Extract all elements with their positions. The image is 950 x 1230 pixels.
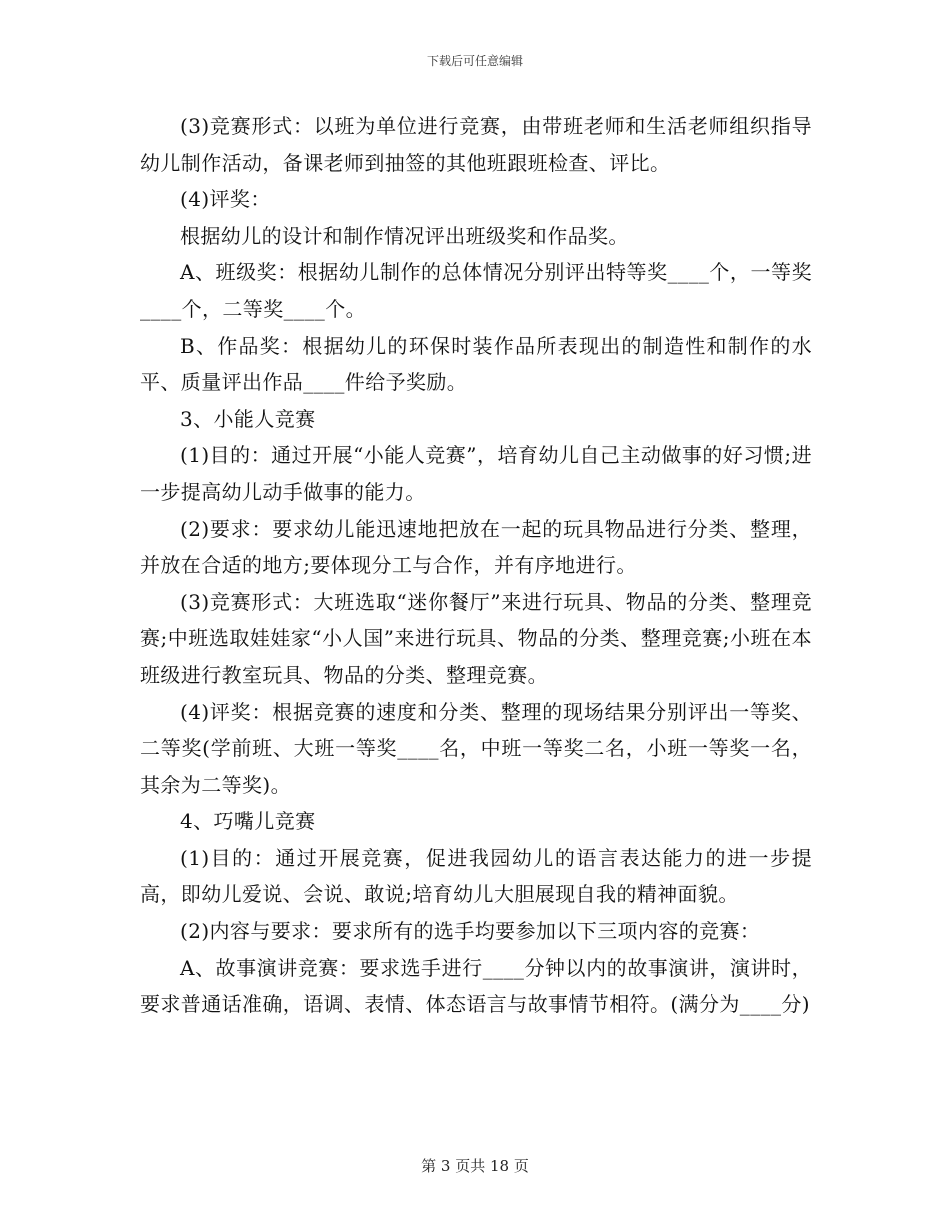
paragraph: (1)目的：通过开展竞赛，促进我园幼儿的语言表达能力的进一步提高，即幼儿爱说、会说、敢说;培育幼儿大胆展现自我的精神面貌。 [140,845,812,907]
document-body [140,108,812,1023]
paragraph: (2)要求：要求幼儿能迅速地把放在一起的玩具物品进行分类、整理，并放在合适的地方;要体现分工与合作，并有序地进行。 [140,516,812,578]
page-header: 下载后可任意编辑 [426,54,523,68]
paragraph: 根据幼儿的设计和制作情况评出班级奖和作品奖。 [180,223,629,248]
paragraph: (3)竞赛形式：以班为单位进行竞赛，由带班老师和生活老师组织指导幼儿制作活动，备课老师到抽签的其他班跟班检查、评比。 [140,114,812,175]
section-heading: 4、巧嘴儿竞赛 [180,809,316,834]
paragraph: A、班级奖：根据幼儿制作的总体情况分别评出特等奖____个，一等奖____个，二等奖____个。 [140,260,812,321]
page-footer: 第 3 页共 18 页 [421,1157,529,1175]
paragraph: (1)目的：通过开展“小能人竞赛”，培育幼儿自己主动做事的好习惯;进一步提高幼儿动手做事的能力。 [140,443,812,504]
paragraph: (3)竞赛形式：大班选取“迷你餐厅”来进行玩具、物品的分类、整理竞赛;中班选取娃娃家“小人国”来进行玩具、物品的分类、整理竞赛;小班在本班级进行教室玩具、物品的分类、整理竞赛。 [140,589,812,687]
paragraph: A、故事演讲竞赛：要求选手进行____分钟以内的故事演讲，演讲时，要求普通话准确，语调、表情、体态语言与故事情节相符。(满分为____分) [140,955,812,1017]
section-heading: 3、小能人竞赛 [180,406,316,431]
paragraph: (4)评奖：根据竞赛的速度和分类、整理的现场结果分别评出一等奖、二等奖(学前班、大班一等奖____名，中班一等奖二名，小班一等奖一名，其余为二等奖)。 [140,699,812,797]
paragraph: (2)内容与要求：要求所有的选手均要参加以下三项内容的竞赛： [180,919,761,944]
paragraph: (4)评奖： [180,187,271,212]
paragraph: B、作品奖：根据幼儿的环保时装作品所表现出的制造性和制作的水平、质量评出作品____件给予奖励。 [140,333,812,395]
